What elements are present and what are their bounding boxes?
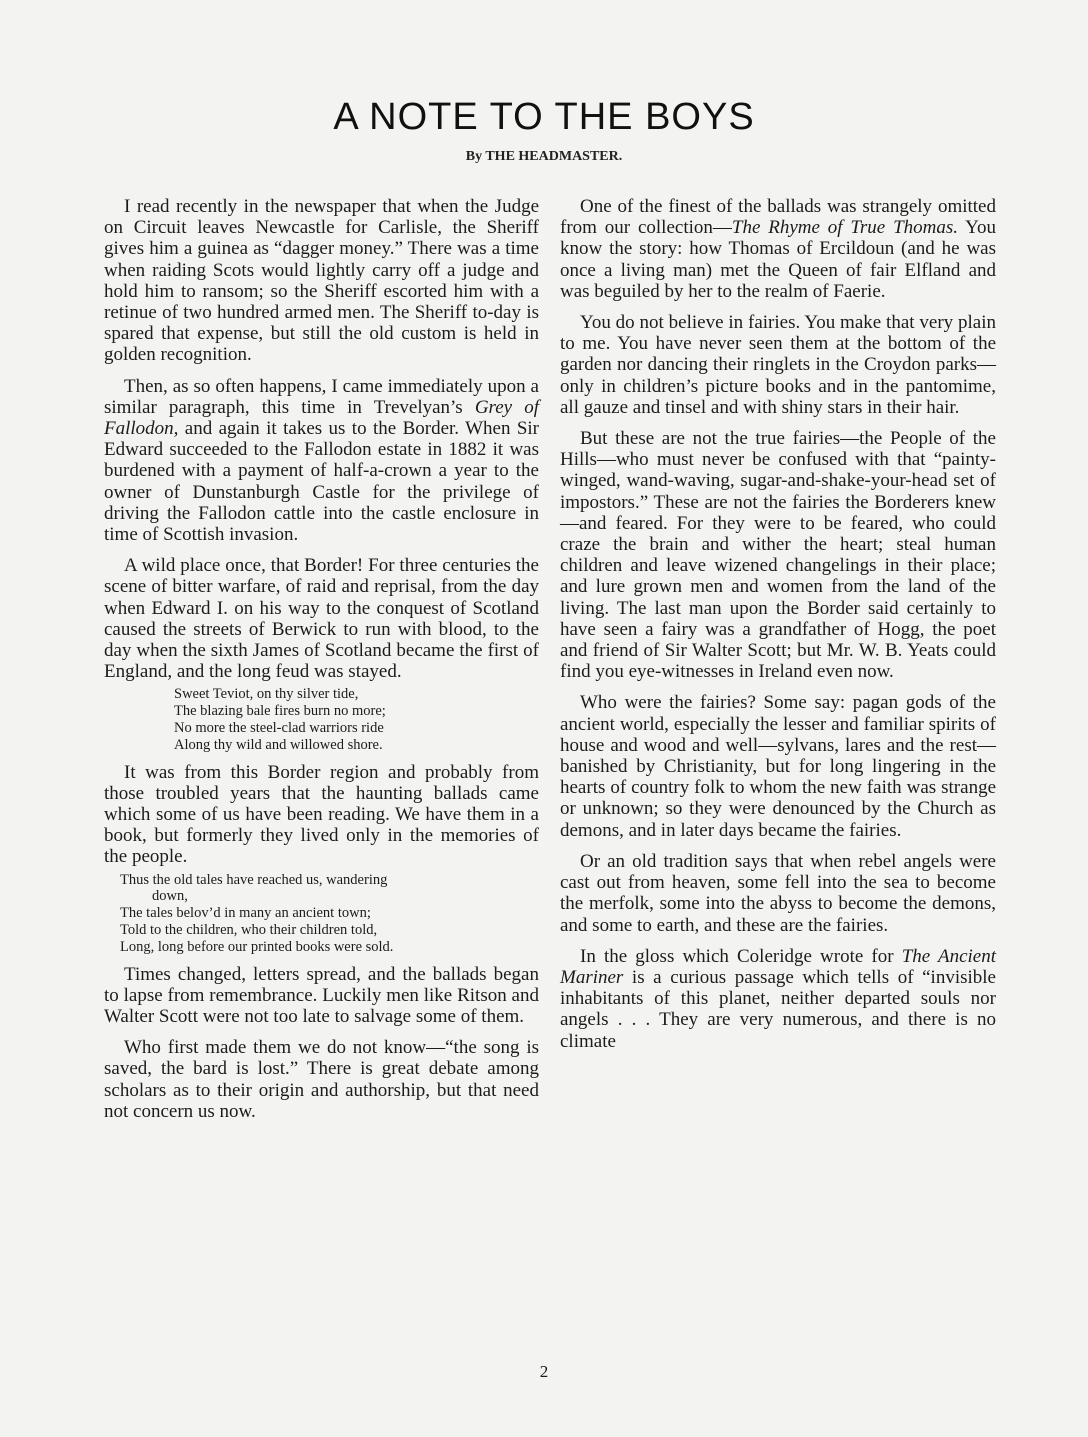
page-title: A NOTE TO THE BOYS — [333, 96, 755, 138]
paragraph-text: One of the finest of the ballads was strangely omitted from our collection— — [560, 196, 996, 239]
verse-line: No more the steel-clad warriors ride — [174, 720, 384, 737]
paragraph: Who first made them we do not know—“the song is saved, the bard is lost.” There is great debate among scholars as to their origin and authorship, but that need not concern us now. — [104, 1037, 539, 1122]
page-number: 2 — [539, 1362, 549, 1381]
paragraph: It was from this Border region and probably from those troubled years that the haunting ballads came which some of us have been reading. We have them in a book, but formerly they lived only in the memories of the people. — [104, 761, 539, 868]
paragraph: Who were the fairies? Some say: pagan gods of the ancient world, especially the lesser and familiar spirits of house and wood and well—sylvans, lares and the rest—banished by Christianity, but for long lingering in the hearts of country folk to whom the new faith was strange or unknown; so they were denounced by the Church as demons, and in later days became the fairies. — [560, 692, 996, 841]
paragraph — [560, 196, 996, 302]
paragraph: A wild place once, that Border! For three centuries the scene of bitter warfare, of raid and reprisal, from the day when Edward I. on his way to the conquest of Scotland caused the streets of Berwick to run with blood, to the day when the sixth James of Scotland became the first of England, and the long feud was stayed. — [104, 555, 539, 683]
verse-line: Sweet Teviot, on thy silver tide, — [174, 686, 359, 703]
paragraph: Times changed, letters spread, and the ballads began to lapse from remembrance. Luckily men like Ritson and Walter Scott were not too late to salvage some of them. — [104, 963, 539, 1028]
byline: By THE HEADMASTER. — [465, 149, 623, 164]
verse-quote — [104, 686, 539, 753]
paragraph: Or an old tradition says that when rebel angels were cast out from heaven, some fell into the sea to become the merfolk, some into the abyss to become the demons, and some to earth, and these are the fairies. — [560, 850, 996, 936]
paragraph: You do not believe in fairies. You make that very plain to me. You have never seen them at the bottom of the garden nor dancing their ringlets in the Croydon parks—only in children’s picture books and in the pantomime, all gauze and tinsel and with shiny stars in their hair. — [560, 312, 996, 418]
paragraph: But these are not the true fairies—the People of the Hills—who must never be confused with that “painty-winged, wand-waving, sugar-and-shake-your-head set of impostors.” These are not the fairies the Borderers knew—and feared. For they were to be feared, who could craze the brain and wither the heart; steal human children and leave wizened changelings in their place; and lure grown men and women from the land of the living. The last man upon the Border said certainly to have seen a fairy was a grandfather of Hogg, the poet and friend of Sir Walter Scott; but Mr. W. B. Yeats could find you eye-witnesses in Ireland even now. — [560, 428, 996, 683]
paragraph — [104, 376, 539, 546]
paragraph-text: Then, as so often happens, I came immediately upon a similar paragraph, this time in Trevelyan’s — [104, 375, 539, 418]
left-column — [104, 196, 539, 1132]
paragraph-text: is a curious passage which tells of “invisible inhabitants of this planet, neither departed souls nor angels . . . They are very numerous, and there is no climate — [560, 966, 996, 1052]
poem-title: The Ancient Mariner — [560, 945, 996, 988]
paragraph-text: You know the story: how Thomas of Ercildoun (and he was once a living man) met the Queen of fair Elfland and was beguiled by her to the realm of Faerie. — [560, 217, 996, 302]
paragraph-text: and again it takes us to the Border. When Sir Edward succeeded to the Fallodon estate in 1882 it was burdened with a payment of half-a-crown a year to the owner of Dunstanburgh Castle for the privilege of driving the Fallodon cattle into the castle enclosure in time of Scottish invasion. — [104, 418, 539, 546]
verse-line: Told to the children, who their children told, — [120, 922, 378, 939]
verse-line: down, — [152, 888, 188, 905]
paragraph — [560, 946, 996, 1052]
right-column — [560, 196, 996, 1062]
paragraph: I read recently in the newspaper that when the Judge on Circuit leaves Newcastle for Carlisle, the Sheriff gives him a guinea as “dagger money.” There was a time when raiding Scots would lightly carry off a judge and hold him to ransom; so the Sheriff escorted him with a retinue of two hundred armed men. The Sheriff to-day is spared that expense, but still the old custom is held in golden recognition. — [104, 196, 539, 366]
verse-line: The tales belov’d in many an ancient town; — [120, 905, 371, 922]
verse-line: Long, long before our printed books were sold. — [120, 938, 394, 955]
book-title: Grey of Fallodon, — [104, 396, 539, 440]
ballad-title: The Rhyme of True Thomas. — [731, 217, 959, 239]
verse-quote — [104, 872, 539, 956]
paragraph-text: In the gloss which Coleridge wrote for — [580, 945, 902, 967]
verse-line: The blazing bale fires burn no more; — [174, 703, 386, 720]
verse-line: Thus the old tales have reached us, wandering — [120, 871, 388, 888]
verse-line: Along thy wild and willowed shore. — [174, 736, 383, 753]
